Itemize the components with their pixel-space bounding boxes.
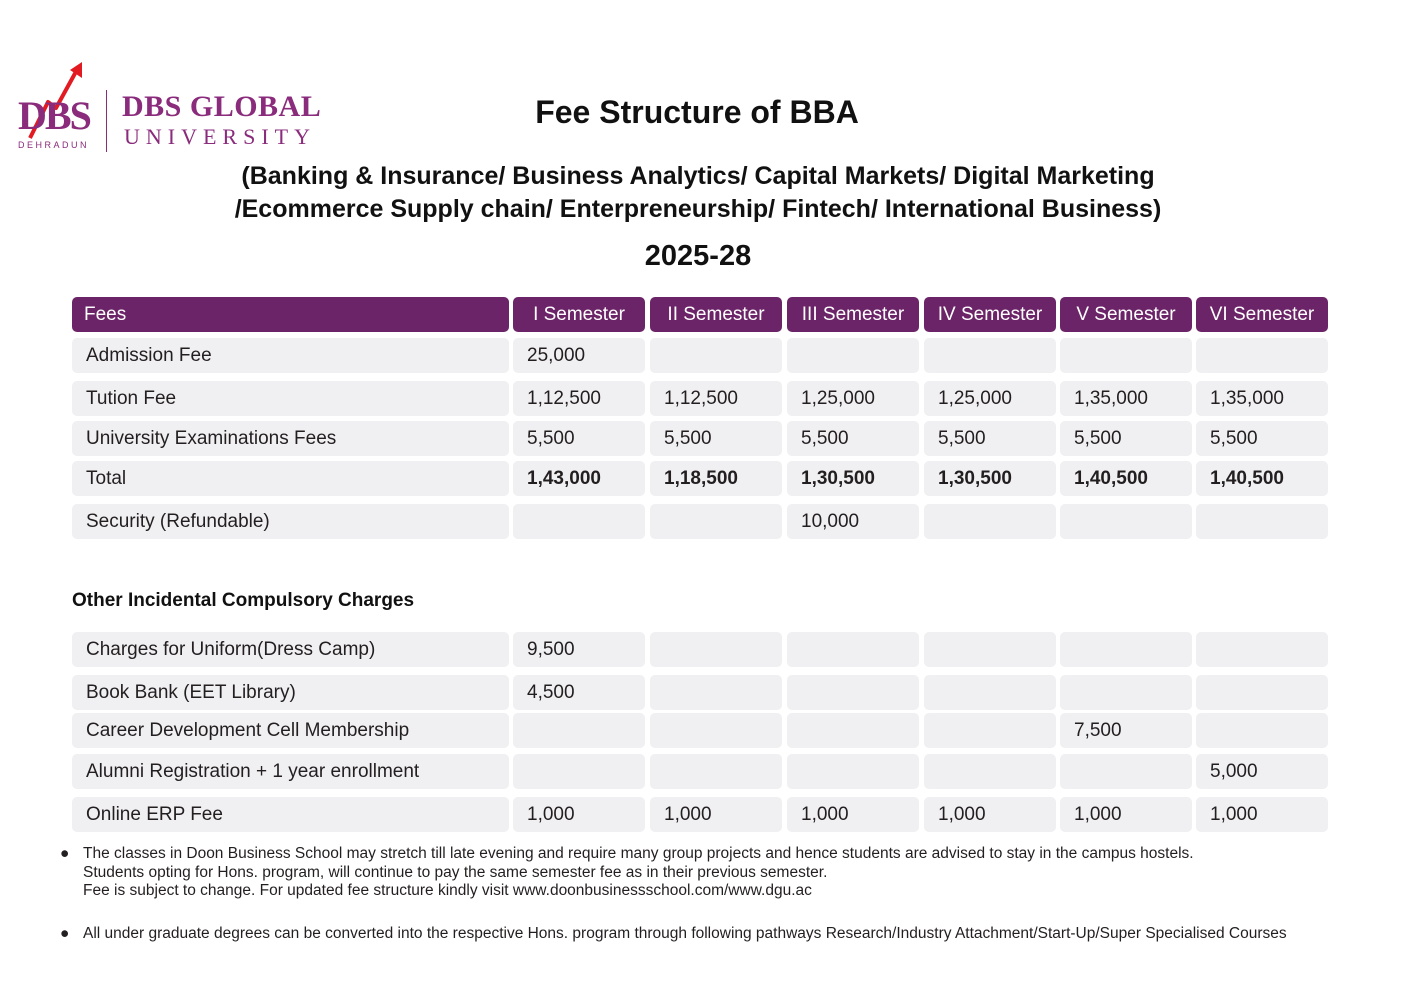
- fee-value: [1060, 338, 1192, 373]
- row-label: Total: [72, 461, 509, 496]
- bullet-icon: ●: [60, 845, 70, 862]
- logo-city: DEHRADUN: [18, 140, 90, 150]
- charge-value: 1,000: [1196, 797, 1328, 832]
- charge-value: [1196, 632, 1328, 667]
- charge-value: 1,000: [513, 797, 645, 832]
- row-label: University Examinations Fees: [72, 421, 509, 456]
- fee-value: [924, 338, 1056, 373]
- logo-subname: UNIVERSITY: [124, 124, 316, 149]
- column-header: Fees: [72, 297, 509, 332]
- charge-value: 5,000: [1196, 754, 1328, 789]
- charge-label: Online ERP Fee: [72, 797, 509, 832]
- subtitle-line-2: /Ecommerce Supply chain/ Enterpreneurship/ Fintech/ International Business): [234, 195, 1162, 223]
- charge-value: 7,500: [1060, 713, 1192, 748]
- charge-value: 1,000: [924, 797, 1056, 832]
- charge-value: 1,000: [650, 797, 782, 832]
- charge-value: [787, 713, 919, 748]
- logo-name: DBS GLOBAL: [122, 90, 322, 123]
- total-value: 1,18,500: [650, 461, 782, 496]
- column-header: IV Semester: [924, 297, 1056, 332]
- note-line: Students opting for Hons. program, will continue to pay the same semester fee as in their previous semester.: [83, 863, 828, 881]
- note-item: [60, 845, 1400, 901]
- column-header: I Semester: [513, 297, 645, 332]
- row-label: Tution Fee: [72, 381, 509, 416]
- note-line: All under graduate degrees can be converted into the respective Hons. program through following pathways Research/Industry Attachment/Start-Up/Super Specialised Courses: [83, 924, 1287, 942]
- fee-value: 25,000: [513, 338, 645, 373]
- fee-value: 5,500: [787, 421, 919, 456]
- charge-value: [1196, 713, 1328, 748]
- charge-label: Charges for Uniform(Dress Camp): [72, 632, 509, 667]
- charge-value: [787, 675, 919, 710]
- charge-label: Career Development Cell Membership: [72, 713, 509, 748]
- fee-value: 1,25,000: [924, 381, 1056, 416]
- notes-list: [60, 845, 1400, 943]
- charge-value: 1,000: [787, 797, 919, 832]
- charge-value: [787, 632, 919, 667]
- fee-value: [650, 338, 782, 373]
- charge-value: 1,000: [1060, 797, 1192, 832]
- charge-value: [924, 632, 1056, 667]
- charge-value: [513, 713, 645, 748]
- charge-value: [924, 713, 1056, 748]
- total-value: 1,40,500: [1060, 461, 1192, 496]
- logo-mark: DBS: [18, 93, 90, 138]
- fee-value: 1,25,000: [787, 381, 919, 416]
- fee-value: 1,12,500: [650, 381, 782, 416]
- charge-value: [1060, 632, 1192, 667]
- fee-value: 5,500: [924, 421, 1056, 456]
- fee-value: [787, 338, 919, 373]
- fee-value: 1,12,500: [513, 381, 645, 416]
- charge-value: [1196, 675, 1328, 710]
- fee-value: 5,500: [650, 421, 782, 456]
- charge-value: [787, 754, 919, 789]
- charge-value: [650, 713, 782, 748]
- row-label: Admission Fee: [72, 338, 509, 373]
- charge-value: [924, 675, 1056, 710]
- academic-year: 2025-28: [644, 240, 752, 272]
- fee-value: 5,500: [1196, 421, 1328, 456]
- fee-value: [650, 504, 782, 539]
- charge-value: 9,500: [513, 632, 645, 667]
- charge-label: Book Bank (EET Library): [72, 675, 509, 710]
- total-value: 1,30,500: [787, 461, 919, 496]
- fee-value: [513, 504, 645, 539]
- fee-value: [924, 504, 1056, 539]
- bullet-icon: ●: [60, 924, 70, 942]
- fee-value: [1060, 504, 1192, 539]
- total-value: 1,40,500: [1196, 461, 1328, 496]
- charge-value: [924, 754, 1056, 789]
- charge-value: [513, 754, 645, 789]
- charge-value: [1060, 675, 1192, 710]
- note-line: The classes in Doon Business School may stretch till late evening and require many group projects and hence students are advised to stay in the campus hostels.: [83, 845, 1194, 862]
- charge-value: [650, 754, 782, 789]
- fee-value: [1196, 504, 1328, 539]
- other-charges-title: Other Incidental Compulsory Charges: [72, 590, 415, 611]
- subtitle-line-1: (Banking & Insurance/ Business Analytics/ Capital Markets/ Digital Marketing: [241, 162, 1155, 190]
- column-header: V Semester: [1060, 297, 1192, 332]
- row-label: Security (Refundable): [72, 504, 509, 539]
- page-title: Fee Structure of BBA: [535, 94, 859, 130]
- column-header: VI Semester: [1196, 297, 1328, 332]
- fee-value: 1,35,000: [1060, 381, 1192, 416]
- total-value: 1,43,000: [513, 461, 645, 496]
- fee-value: [1196, 338, 1328, 373]
- charge-label: Alumni Registration + 1 year enrollment: [72, 754, 509, 789]
- charge-value: [650, 632, 782, 667]
- note-item: [60, 925, 1400, 944]
- total-value: 1,30,500: [924, 461, 1056, 496]
- charge-value: [1060, 754, 1192, 789]
- column-header: II Semester: [650, 297, 782, 332]
- charge-value: 4,500: [513, 675, 645, 710]
- fee-value: 1,35,000: [1196, 381, 1328, 416]
- note-line: Fee is subject to change. For updated fee structure kindly visit www.doonbusinessschool.com/www.dgu.ac: [83, 882, 812, 899]
- program-specializations: [0, 160, 1396, 226]
- fee-value: 5,500: [513, 421, 645, 456]
- fee-value: 10,000: [787, 504, 919, 539]
- fee-value: 5,500: [1060, 421, 1192, 456]
- column-header: III Semester: [787, 297, 919, 332]
- charge-value: [650, 675, 782, 710]
